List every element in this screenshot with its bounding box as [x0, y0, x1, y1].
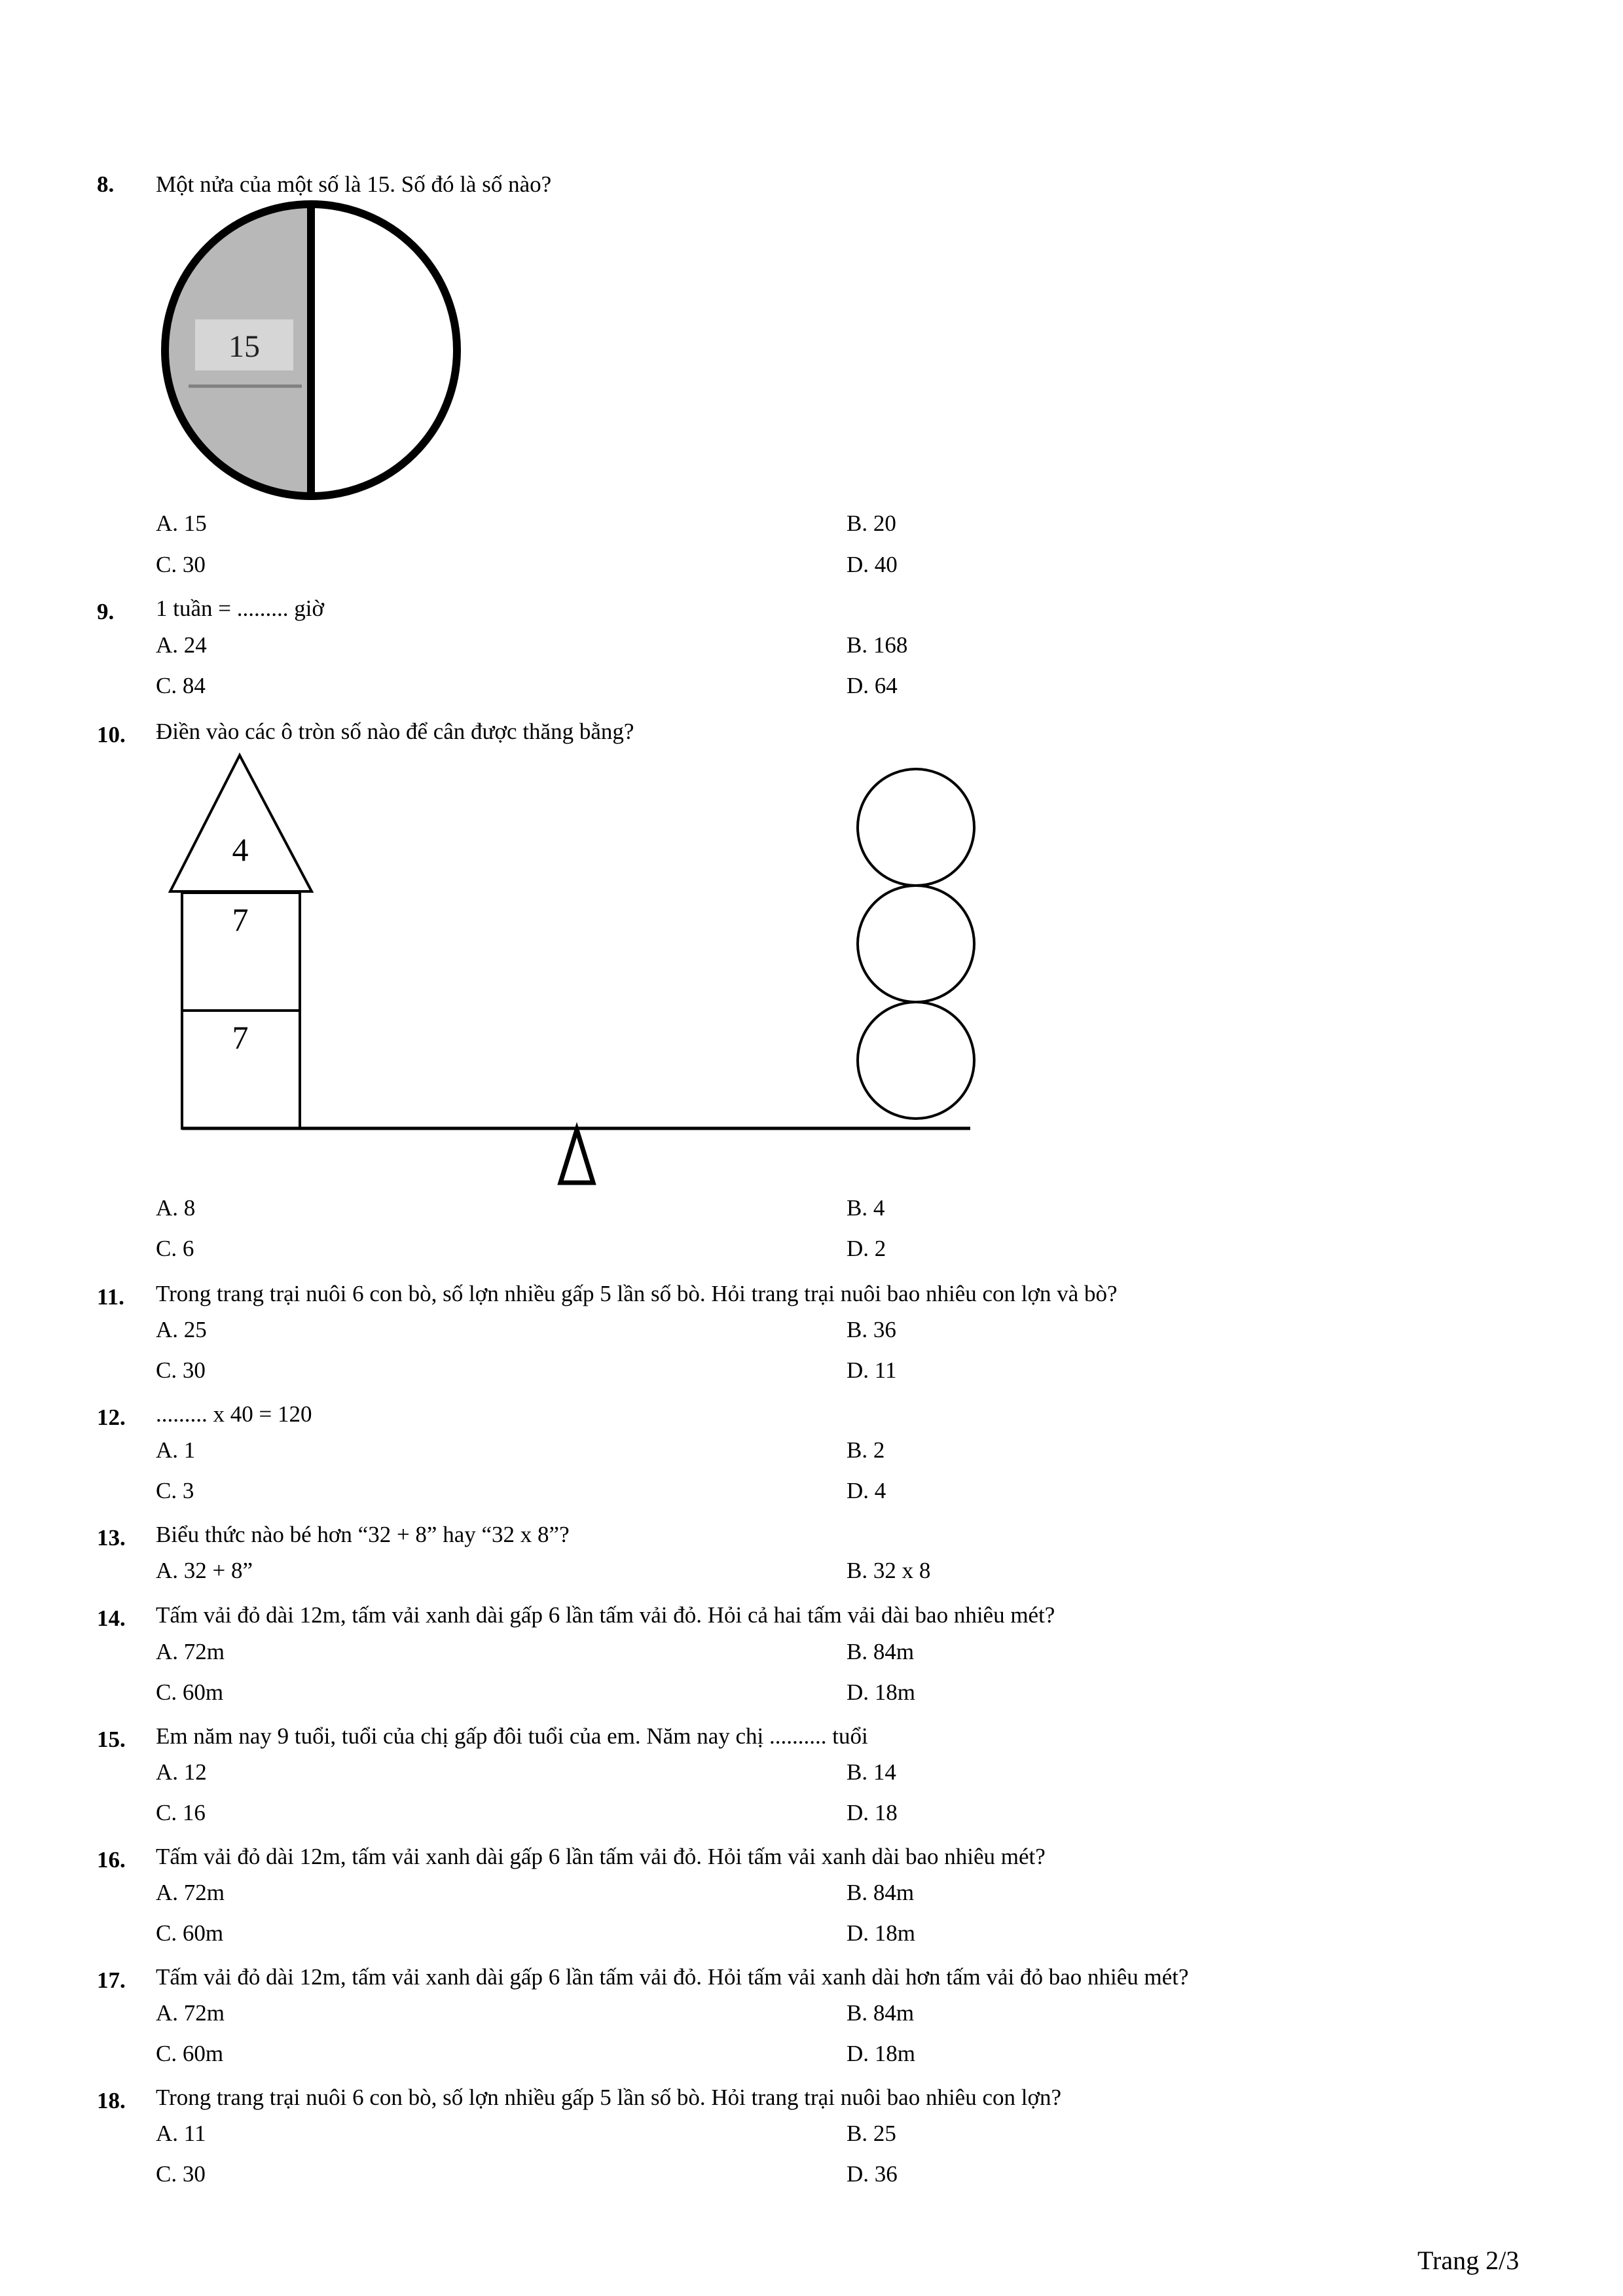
question-text: Trong trang trại nuôi 6 con bò, số lợn nhiều gấp 5 lần số bò. Hỏi trang trại nuôi bao nhiêu con lợn?: [156, 2085, 1062, 2110]
question-number: 14.: [97, 1605, 126, 1631]
option-b: B. 25: [847, 2121, 896, 2146]
question-number: 13.: [97, 1525, 126, 1551]
option-a: A. 11: [156, 2121, 206, 2146]
option-c: C. 60m: [156, 1679, 224, 1705]
option-c: C. 60m: [156, 2041, 224, 2066]
triangle-value: 4: [232, 831, 249, 868]
answer-circle-bottom: [858, 1002, 974, 1119]
question-text: Điền vào các ô tròn số nào để cân được thăng bằng?: [156, 719, 634, 744]
question-text: ......... x 40 = 120: [156, 1401, 312, 1427]
question-number: 18.: [97, 2088, 126, 2113]
option-a: A. 25: [156, 1317, 207, 1342]
option-c: C. 30: [156, 1357, 206, 1383]
triangle-weight: [170, 755, 312, 891]
option-b: B. 168: [847, 632, 908, 658]
question-text: Tấm vải đỏ dài 12m, tấm vải xanh dài gấp 6 lần tấm vải đỏ. Hỏi tấm vải xanh dài hơn tấm vải đỏ bao nhiêu mét?: [156, 1964, 1189, 1990]
half-circle-figure: [155, 196, 469, 504]
option-c: C. 16: [156, 1800, 206, 1825]
square-bottom-value: 7: [232, 1019, 249, 1056]
option-a: A. 8: [156, 1195, 196, 1221]
figure-label: 15: [228, 329, 260, 364]
question-text: Một nửa của một số là 15. Số đó là số nào?: [156, 171, 552, 197]
option-c: C. 6: [156, 1236, 194, 1261]
question-number: 17.: [97, 1967, 126, 1993]
option-b: B. 32 x 8: [847, 1558, 931, 1583]
option-d: D. 18m: [847, 2041, 915, 2066]
question-number: 8.: [97, 171, 115, 197]
question-text: Trong trang trại nuôi 6 con bò, số lợn nhiều gấp 5 lần số bò. Hỏi trang trại nuôi bao nhiêu con lợn và bò?: [156, 1281, 1118, 1306]
option-a: A. 12: [156, 1759, 207, 1785]
question-text: Tấm vải đỏ dài 12m, tấm vải xanh dài gấp 6 lần tấm vải đỏ. Hỏi tấm vải xanh dài bao nhiêu mét?: [156, 1844, 1046, 1869]
option-a: A. 72m: [156, 2000, 225, 2026]
option-a: A. 72m: [156, 1639, 225, 1664]
option-b: B. 20: [847, 511, 896, 536]
question-number: 15.: [97, 1727, 126, 1752]
option-d: D. 36: [847, 2161, 898, 2187]
page-number: Trang 2/3: [1417, 2246, 1520, 2275]
option-b: B. 2: [847, 1437, 885, 1463]
question-text: 1 tuần = ......... giờ: [156, 596, 324, 621]
option-a: A. 15: [156, 511, 207, 536]
question-text: Tấm vải đỏ dài 12m, tấm vải xanh dài gấp 6 lần tấm vải đỏ. Hỏi cả hai tấm vải dài bao nhiêu mét?: [156, 1602, 1055, 1628]
option-a: A. 32 + 8”: [156, 1558, 253, 1583]
scale-fulcrum: [560, 1130, 593, 1183]
option-b: B. 4: [847, 1195, 885, 1221]
square-top-value: 7: [232, 901, 249, 938]
option-c: C. 60m: [156, 1920, 224, 1946]
answer-circle-top: [858, 769, 974, 886]
option-d: D. 18m: [847, 1679, 915, 1705]
option-c: C. 84: [156, 673, 206, 698]
option-b: B. 36: [847, 1317, 896, 1342]
option-c: C. 30: [156, 2161, 206, 2187]
option-a: A. 72m: [156, 1880, 225, 1905]
answer-circle-middle: [858, 886, 974, 1002]
option-d: D. 11: [847, 1357, 897, 1383]
question-number: 11.: [97, 1284, 124, 1310]
option-c: C. 30: [156, 552, 206, 577]
question-number: 16.: [97, 1847, 126, 1873]
option-b: B. 84m: [847, 1639, 915, 1664]
option-a: A. 24: [156, 632, 207, 658]
question-text: Em năm nay 9 tuổi, tuổi của chị gấp đôi tuổi của em. Năm nay chị .......... tuổi: [156, 1723, 868, 1749]
option-b: B. 84m: [847, 2000, 915, 2026]
option-d: D. 64: [847, 673, 898, 698]
option-d: D. 4: [847, 1478, 886, 1503]
question-number: 12.: [97, 1405, 126, 1430]
question-number: 9.: [97, 599, 115, 624]
option-d: D. 18m: [847, 1920, 915, 1946]
option-d: D. 40: [847, 552, 898, 577]
option-b: B. 14: [847, 1759, 896, 1785]
question-number: 10.: [97, 722, 126, 747]
question-text: Biểu thức nào bé hơn “32 + 8” hay “32 x 8”?: [156, 1522, 570, 1547]
option-a: A. 1: [156, 1437, 196, 1463]
option-d: D. 2: [847, 1236, 886, 1261]
option-c: C. 3: [156, 1478, 194, 1503]
option-b: B. 84m: [847, 1880, 915, 1905]
option-d: D. 18: [847, 1800, 898, 1825]
balance-scale-figure: [164, 746, 989, 1204]
